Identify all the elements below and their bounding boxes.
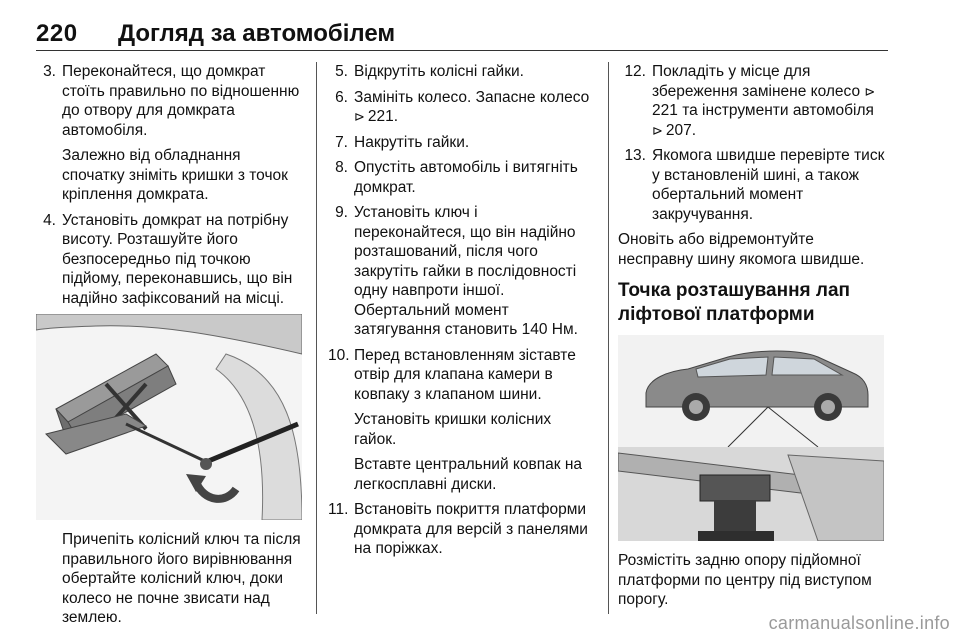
item-number: 10. <box>328 346 350 364</box>
list-item <box>328 203 592 340</box>
item-body: Опустіть автомобіль і витягніть домкрат. <box>354 159 578 196</box>
list-item <box>618 146 888 224</box>
item-body: Замініть колесо. Запасне колесо <box>354 88 590 106</box>
lift-point-drawing <box>618 335 884 541</box>
header-rule <box>36 50 888 51</box>
item-number: 12. <box>624 63 646 80</box>
item-body: Перед встановленням зіставте отвір для клапана камери в ковпаку з клапаном шини. <box>354 346 576 403</box>
column-2 <box>328 62 592 565</box>
item-text <box>62 62 304 205</box>
page-ref-link[interactable]: 207. <box>665 121 697 139</box>
page-ref-link[interactable]: 221. <box>367 108 399 125</box>
item-text <box>652 62 888 140</box>
item-subparagraph: Установіть кришки колісних гайок. <box>354 411 552 448</box>
column-1 <box>36 62 304 628</box>
page-ref-icon: ⊳ <box>864 83 876 99</box>
page-ref-icon: ⊳ <box>652 122 663 138</box>
jack-illustration <box>36 314 302 520</box>
item-body-cont: та інструменти автомобіля <box>682 102 874 119</box>
paragraph: Оновіть або відремонтуйте несправну шину якомога швидше. <box>618 231 865 268</box>
item-number: 4. <box>43 211 56 229</box>
column-divider-2 <box>608 62 609 614</box>
section-heading: Точка розташування лап ліфтової платформи <box>618 280 851 325</box>
list-item <box>328 346 592 495</box>
item-number: 5. <box>335 63 348 80</box>
item-body: Покладіть у місце для збереження замінене колесо <box>652 63 861 100</box>
item-number: 11. <box>328 501 349 518</box>
page-header <box>36 20 888 54</box>
page-number: 220 <box>36 20 78 47</box>
item-body: Установіть ключ і переконайтеся, що він надійно розташований, після чого закрутіть гайки в послідовності одну навпроти іншої. Обертальний момент затягування становить 140 Нм. <box>354 204 578 338</box>
column-3 <box>618 62 888 610</box>
item-subparagraph: Залежно від обладнання спочатку зніміть кришки з точок кріплення домкрата. <box>62 147 288 203</box>
watermark: carmanualsonline.info <box>768 613 950 633</box>
item-number: 8. <box>335 159 348 176</box>
item-body: Якомога швидше перевірте тиск у встановленій шині, а також обертальний момент закручування. <box>652 147 885 223</box>
list-item <box>328 62 592 82</box>
page-ref-icon: ⊳ <box>354 109 365 124</box>
item-body: Установіть домкрат на потрібну висоту. Розташуйте його безпосередньо під точкою підйому, переконавшись, що він надійно зафіксований на місці. <box>62 211 293 307</box>
item-text <box>354 88 592 127</box>
item-text <box>354 346 592 495</box>
column-divider-1 <box>316 62 317 614</box>
item-body: Відкрутіть колісні гайки. <box>354 63 524 80</box>
item-subparagraph: Вставте центральний ковпак на легкосплавні диски. <box>354 456 582 493</box>
item-body: Накрутіть гайки. <box>354 133 470 151</box>
figure-caption: Розмістіть задню опору підйомної платформи по центру під виступом порогу. <box>618 552 872 608</box>
item-number: 3. <box>43 63 56 80</box>
item-body: Встановіть покриття платформи домкрата для версій з панелями на поріжках. <box>354 501 588 557</box>
figure-caption: Причепіть колісний ключ та після правильного його вирівнювання обертайте колісний ключ, доки колесо не почне звисати над землею. <box>62 531 301 626</box>
list-item <box>36 62 304 205</box>
item-number: 6. <box>335 88 348 106</box>
item-number: 9. <box>335 204 348 221</box>
item-number: 13. <box>624 147 646 164</box>
list-item <box>328 158 592 197</box>
list-item <box>618 62 888 140</box>
chapter-title: Догляд за автомобілем <box>118 20 396 47</box>
item-number: 7. <box>335 133 348 151</box>
jack-drawing <box>36 314 302 520</box>
list-item <box>36 211 304 309</box>
page-ref-link[interactable]: 221 <box>652 102 678 119</box>
item-body: Переконайтеся, що домкрат стоїть правильно по відношенню до отвору для домкрата автомобіля. <box>62 63 300 139</box>
lift-point-illustration <box>618 335 884 541</box>
list-item <box>328 88 592 127</box>
list-item <box>328 500 592 559</box>
list-item <box>328 133 592 153</box>
